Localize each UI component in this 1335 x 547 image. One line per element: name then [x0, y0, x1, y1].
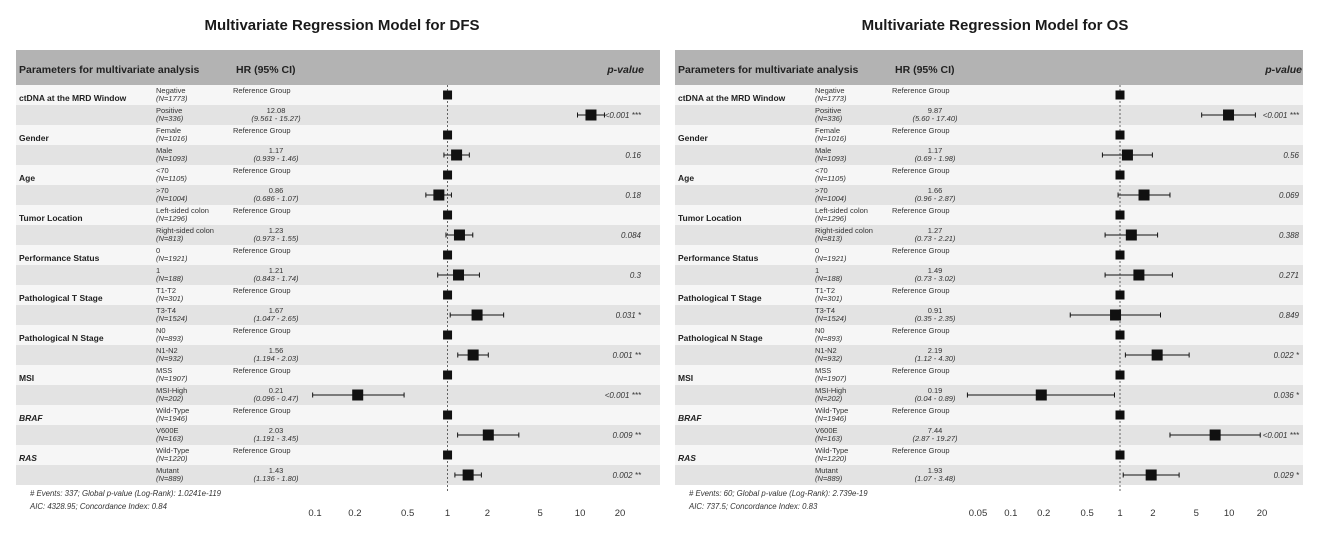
level-label: >70: [815, 186, 828, 195]
x-tick-label: 0.5: [1080, 508, 1094, 519]
hr-reference-label: Reference Group: [233, 406, 291, 415]
x-tick-label: 5: [1193, 508, 1199, 519]
n-label: (N=1946): [156, 414, 188, 423]
n-label: (N=202): [815, 394, 843, 403]
hr-reference-label: Reference Group: [892, 166, 950, 175]
parameter-name: Tumor Location: [19, 213, 83, 223]
parameter-name: Performance Status: [678, 253, 759, 263]
footer-aic: AIC: 4328.95; Concordance Index: 0.84: [30, 502, 167, 511]
level-label: T1-T2: [156, 286, 177, 295]
x-tick-label: 2: [484, 508, 491, 519]
level-label: MSI-High: [815, 386, 847, 395]
hr-value: 1.93: [927, 466, 943, 475]
p-value: <0.001 ***: [604, 111, 641, 120]
parameter-name: Tumor Location: [678, 213, 742, 223]
parameter-name: Pathological N Stage: [678, 333, 763, 343]
hr-marker: [1139, 190, 1150, 201]
parameter-name: Gender: [19, 133, 49, 143]
row-background: [675, 185, 1303, 205]
level-label: Male: [156, 146, 173, 155]
hr-marker: [454, 230, 465, 241]
hr-value: 1.43: [268, 466, 284, 475]
parameter-name: Age: [19, 173, 36, 183]
p-value: 0.388: [1278, 231, 1299, 240]
ci-value: (2.87 - 19.27): [912, 434, 958, 443]
level-label: MSS: [156, 366, 173, 375]
p-value: <0.001 ***: [1262, 431, 1299, 440]
level-label: Wild-Type: [156, 406, 190, 415]
level-label: Female: [815, 126, 841, 135]
level-label: N1-N2: [156, 346, 178, 355]
p-value: 0.031 *: [615, 311, 641, 320]
row-background: [675, 285, 1303, 305]
hr-value: 1.17: [268, 146, 284, 155]
row-background: [16, 305, 660, 325]
pvalue-column-header: p-value: [607, 64, 644, 76]
level-label: 1: [156, 266, 161, 275]
x-tick-label: 1: [1117, 508, 1123, 519]
hr-marker: [472, 310, 483, 321]
ci-value: (9.561 - 15.27): [251, 114, 301, 123]
x-tick-label: 20: [1256, 508, 1268, 519]
parameter-name: BRAF: [19, 413, 43, 423]
n-label: (N=932): [815, 354, 843, 363]
n-label: (N=1921): [156, 254, 188, 263]
footer-events: # Events: 337; Global p-value (Log-Rank): 1.0241e-119: [30, 489, 221, 498]
hr-marker: [1133, 270, 1144, 281]
hr-value: 2.19: [927, 346, 943, 355]
hr-marker: [468, 350, 479, 361]
n-label: (N=1773): [156, 94, 188, 103]
n-label: (N=336): [815, 114, 843, 123]
hr-reference-label: Reference Group: [892, 406, 950, 415]
row-background: [16, 225, 660, 245]
n-label: (N=1921): [815, 254, 847, 263]
n-label: (N=889): [156, 474, 184, 483]
row-background: [16, 165, 660, 185]
hr-marker: [1210, 430, 1221, 441]
n-label: (N=1105): [815, 174, 846, 183]
p-value: 0.271: [1278, 271, 1299, 280]
p-value: 0.084: [620, 231, 641, 240]
row-background: [675, 325, 1303, 345]
hr-reference-label: Reference Group: [233, 366, 291, 375]
x-tick-label: 0.2: [348, 508, 362, 519]
level-label: Right-sided colon: [156, 226, 214, 235]
row-background: [16, 345, 660, 365]
ci-value: (1.07 - 3.48): [914, 474, 956, 483]
hr-reference-label: Reference Group: [233, 326, 291, 335]
hr-reference-label: Reference Group: [892, 326, 950, 335]
hr-value: 1.49: [927, 266, 943, 275]
p-value: 0.022 *: [1273, 351, 1299, 360]
hr-marker: [1126, 230, 1137, 241]
x-tick-label: 0.1: [1004, 508, 1018, 519]
hr-reference-label: Reference Group: [233, 446, 291, 455]
p-value: 0.009 **: [612, 431, 641, 440]
hr-value: 7.44: [927, 426, 943, 435]
dfs-chart-title: Multivariate Regression Model for DFS: [204, 17, 480, 34]
n-label: (N=1105): [156, 174, 187, 183]
hr-reference-label: Reference Group: [892, 286, 950, 295]
ci-value: (0.73 - 2.21): [914, 234, 956, 243]
parameter-name: Gender: [678, 133, 708, 143]
os-forest-panel: [675, 50, 1303, 519]
row-background: [16, 445, 660, 465]
level-label: Wild-Type: [815, 446, 849, 455]
ci-value: (0.843 - 1.74): [253, 274, 299, 283]
level-label: Negative: [156, 86, 186, 95]
x-tick-label: 0.2: [1037, 508, 1051, 519]
parameter-name: RAS: [678, 453, 696, 463]
hr-marker: [1116, 411, 1125, 420]
level-label: Positive: [815, 106, 842, 115]
x-tick-label: 20: [614, 508, 626, 519]
n-label: (N=813): [156, 234, 184, 243]
hr-column-header: HR (95% CI): [236, 64, 296, 76]
footer-events: # Events: 60; Global p-value (Log-Rank): 2.739e-19: [689, 489, 868, 498]
n-label: (N=188): [156, 274, 184, 283]
x-tick-label: 5: [537, 508, 543, 519]
n-label: (N=1946): [815, 414, 847, 423]
row-background: [16, 465, 660, 485]
ci-value: (5.60 - 17.40): [912, 114, 958, 123]
hr-marker: [1116, 171, 1125, 180]
hr-marker: [443, 251, 452, 260]
hr-value: 1.27: [927, 226, 943, 235]
parameter-name: ctDNA at the MRD Window: [19, 93, 127, 103]
row-background: [675, 165, 1303, 185]
x-tick-label: 0.05: [968, 508, 988, 519]
hr-marker: [1116, 291, 1125, 300]
row-background: [675, 405, 1303, 425]
ci-value: (0.096 - 0.47): [253, 394, 299, 403]
ci-value: (1.136 - 1.80): [253, 474, 299, 483]
n-label: (N=1220): [815, 454, 847, 463]
row-background: [16, 125, 660, 145]
parameter-name: Age: [678, 173, 695, 183]
p-value: 0.002 **: [612, 471, 641, 480]
n-label: (N=932): [156, 354, 184, 363]
ci-value: (0.973 - 1.55): [253, 234, 299, 243]
hr-marker: [483, 430, 494, 441]
x-tick-label: 2: [1150, 508, 1156, 519]
hr-reference-label: Reference Group: [233, 86, 291, 95]
hr-value: 2.03: [268, 426, 284, 435]
n-label: (N=301): [156, 294, 184, 303]
hr-marker: [463, 470, 474, 481]
hr-column-header: HR (95% CI): [895, 64, 955, 76]
pvalue-column-header: p-value: [1265, 64, 1302, 76]
parameter-name: ctDNA at the MRD Window: [678, 93, 786, 103]
level-label: Female: [156, 126, 182, 135]
hr-reference-label: Reference Group: [892, 366, 950, 375]
row-background: [16, 145, 660, 165]
hr-value: 0.86: [268, 186, 284, 195]
x-tick-label: 0.1: [308, 508, 322, 519]
level-label: Left-sided colon: [815, 206, 868, 215]
hr-marker: [1122, 150, 1133, 161]
hr-value: 0.19: [927, 386, 943, 395]
parameter-name: Pathological N Stage: [19, 333, 104, 343]
hr-marker: [1116, 91, 1125, 100]
x-tick-label: 1: [444, 508, 451, 519]
row-background: [16, 405, 660, 425]
footer-aic: AIC: 737.5; Concordance Index: 0.83: [689, 502, 818, 511]
n-label: (N=1907): [815, 374, 847, 383]
row-background: [675, 345, 1303, 365]
parameter-name: Pathological T Stage: [678, 293, 762, 303]
row-background: [16, 205, 660, 225]
level-label: 0: [156, 246, 161, 255]
n-label: (N=893): [156, 334, 184, 343]
n-label: (N=1016): [156, 134, 188, 143]
n-label: (N=813): [815, 234, 843, 243]
n-label: (N=336): [156, 114, 184, 123]
hr-marker: [1116, 131, 1125, 140]
hr-marker: [443, 171, 452, 180]
p-value: 0.849: [1278, 311, 1299, 320]
hr-marker: [443, 331, 452, 340]
row-background: [675, 225, 1303, 245]
hr-marker: [585, 110, 596, 121]
level-label: Positive: [156, 106, 183, 115]
row-background: [16, 325, 660, 345]
row-background: [675, 145, 1303, 165]
n-label: (N=893): [815, 334, 843, 343]
hr-marker: [443, 91, 452, 100]
ci-value: (1.191 - 3.45): [253, 434, 299, 443]
n-label: (N=1524): [156, 314, 188, 323]
level-label: N1-N2: [815, 346, 837, 355]
hr-marker: [1116, 451, 1125, 460]
n-label: (N=202): [156, 394, 184, 403]
level-label: >70: [156, 186, 169, 195]
ci-value: (0.04 - 0.89): [914, 394, 956, 403]
row-background: [16, 105, 660, 125]
hr-reference-label: Reference Group: [892, 86, 950, 95]
n-label: (N=1093): [156, 154, 188, 163]
params-column-header: Parameters for multivariate analysis: [678, 64, 859, 76]
n-label: (N=889): [815, 474, 843, 483]
hr-value: 12.08: [266, 106, 286, 115]
n-label: (N=1907): [156, 374, 188, 383]
n-label: (N=301): [815, 294, 843, 303]
n-label: (N=1004): [156, 194, 188, 203]
level-label: Negative: [815, 86, 845, 95]
os-chart-title: Multivariate Regression Model for OS: [861, 17, 1129, 34]
n-label: (N=1296): [156, 214, 188, 223]
hr-marker: [1116, 331, 1125, 340]
hr-reference-label: Reference Group: [892, 246, 950, 255]
level-label: Wild-Type: [815, 406, 849, 415]
p-value: 0.001 **: [612, 351, 641, 360]
level-label: Mutant: [815, 466, 838, 475]
level-label: T3-T4: [156, 306, 177, 315]
hr-value: 0.91: [927, 306, 943, 315]
hr-reference-label: Reference Group: [233, 206, 291, 215]
p-value: 0.18: [625, 191, 641, 200]
hr-reference-label: Reference Group: [892, 126, 950, 135]
hr-marker: [1152, 350, 1163, 361]
hr-marker: [1116, 251, 1125, 260]
row-background: [16, 425, 660, 445]
n-label: (N=163): [156, 434, 184, 443]
level-label: N0: [156, 326, 166, 335]
hr-reference-label: Reference Group: [233, 246, 291, 255]
n-label: (N=163): [815, 434, 843, 443]
row-background: [675, 265, 1303, 285]
row-background: [675, 205, 1303, 225]
hr-marker: [453, 270, 464, 281]
row-background: [675, 305, 1303, 325]
hr-value: 1.67: [268, 306, 284, 315]
level-label: Wild-Type: [156, 446, 190, 455]
ci-value: (0.35 - 2.35): [914, 314, 956, 323]
n-label: (N=1524): [815, 314, 847, 323]
ci-value: (1.12 - 4.30): [914, 354, 956, 363]
hr-reference-label: Reference Group: [233, 126, 291, 135]
n-label: (N=1296): [815, 214, 847, 223]
hr-marker: [1146, 470, 1157, 481]
row-background: [675, 125, 1303, 145]
hr-marker: [443, 371, 452, 380]
level-label: 0: [815, 246, 820, 255]
level-label: Left-sided colon: [156, 206, 209, 215]
row-background: [675, 365, 1303, 385]
hr-value: 1.56: [268, 346, 284, 355]
hr-marker: [443, 211, 452, 220]
level-label: N0: [815, 326, 825, 335]
hr-marker: [443, 131, 452, 140]
ci-value: (0.69 - 1.98): [914, 154, 956, 163]
hr-marker: [1110, 310, 1121, 321]
p-value: 0.56: [1283, 151, 1299, 160]
parameter-name: MSI: [19, 373, 35, 383]
level-label: V600E: [156, 426, 179, 435]
hr-value: 1.17: [927, 146, 943, 155]
hr-reference-label: Reference Group: [892, 206, 950, 215]
hr-value: 1.21: [268, 266, 284, 275]
hr-marker: [1036, 390, 1047, 401]
ci-value: (0.686 - 1.07): [253, 194, 299, 203]
row-background: [675, 245, 1303, 265]
hr-reference-label: Reference Group: [233, 286, 291, 295]
level-label: <70: [815, 166, 828, 175]
hr-marker: [1223, 110, 1234, 121]
hr-value: 9.87: [927, 106, 943, 115]
p-value: 0.029 *: [1273, 471, 1299, 480]
level-label: V600E: [815, 426, 838, 435]
row-background: [16, 285, 660, 305]
x-tick-label: 10: [574, 508, 586, 519]
n-label: (N=1093): [815, 154, 847, 163]
level-label: <70: [156, 166, 169, 175]
ci-value: (0.73 - 3.02): [914, 274, 956, 283]
row-background: [675, 445, 1303, 465]
parameter-name: Pathological T Stage: [19, 293, 103, 303]
hr-marker: [1116, 371, 1125, 380]
row-background: [16, 265, 660, 285]
ci-value: (0.96 - 2.87): [914, 194, 956, 203]
x-tick-label: 10: [1223, 508, 1235, 519]
ci-value: (1.047 - 2.65): [253, 314, 299, 323]
hr-marker: [433, 190, 444, 201]
params-column-header: Parameters for multivariate analysis: [19, 64, 200, 76]
level-label: T3-T4: [815, 306, 836, 315]
hr-value: 1.23: [268, 226, 284, 235]
level-label: 1: [815, 266, 820, 275]
hr-marker: [443, 451, 452, 460]
ci-value: (1.194 - 2.03): [253, 354, 299, 363]
p-value: <0.001 ***: [604, 391, 641, 400]
hr-marker: [1116, 211, 1125, 220]
hr-marker: [443, 291, 452, 300]
level-label: T1-T2: [815, 286, 836, 295]
n-label: (N=1773): [815, 94, 847, 103]
parameter-name: MSI: [678, 373, 694, 383]
parameter-name: Performance Status: [19, 253, 100, 263]
hr-marker: [451, 150, 462, 161]
n-label: (N=1220): [156, 454, 188, 463]
hr-value: 1.66: [927, 186, 943, 195]
parameter-name: RAS: [19, 453, 37, 463]
row-background: [16, 365, 660, 385]
row-background: [16, 245, 660, 265]
level-label: Male: [815, 146, 832, 155]
x-tick-label: 0.5: [401, 508, 415, 519]
hr-marker: [443, 411, 452, 420]
p-value: 0.036 *: [1273, 391, 1299, 400]
n-label: (N=188): [815, 274, 843, 283]
p-value: 0.16: [625, 151, 641, 160]
dfs-forest-panel: [16, 50, 660, 519]
hr-reference-label: Reference Group: [233, 166, 291, 175]
n-label: (N=1016): [815, 134, 847, 143]
p-value: <0.001 ***: [1262, 111, 1299, 120]
level-label: Mutant: [156, 466, 179, 475]
hr-marker: [352, 390, 363, 401]
level-label: MSI-High: [156, 386, 188, 395]
row-background: [675, 465, 1303, 485]
hr-value: 0.21: [268, 386, 284, 395]
level-label: Right-sided colon: [815, 226, 873, 235]
hr-reference-label: Reference Group: [892, 446, 950, 455]
row-background: [16, 185, 660, 205]
n-label: (N=1004): [815, 194, 847, 203]
level-label: MSS: [815, 366, 832, 375]
p-value: 0.3: [629, 271, 641, 280]
parameter-name: BRAF: [678, 413, 702, 423]
p-value: 0.069: [1278, 191, 1299, 200]
ci-value: (0.939 - 1.46): [253, 154, 299, 163]
